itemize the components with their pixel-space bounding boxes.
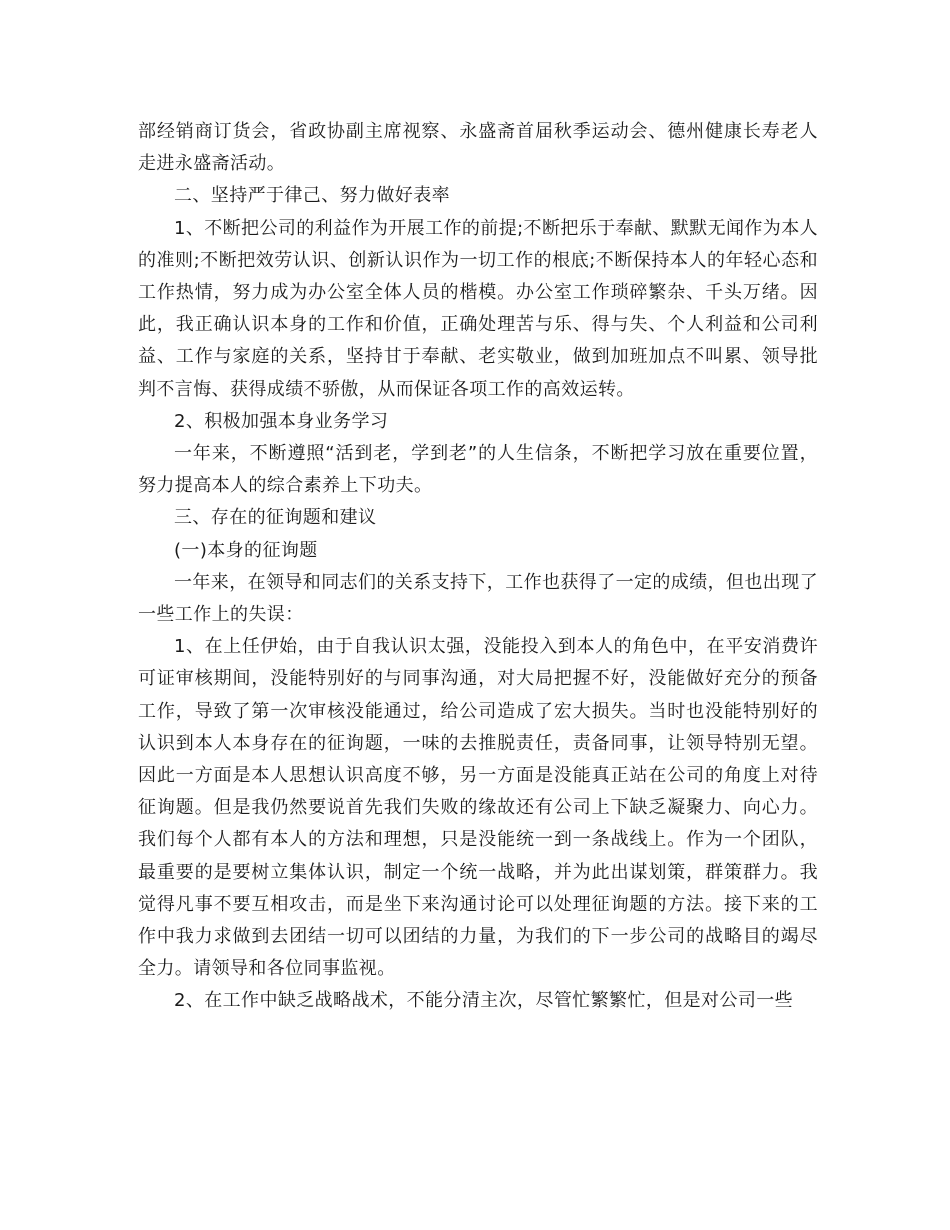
subsection-heading: (一)本身的征询题 — [174, 539, 318, 561]
section-heading: 二、坚持严于律己、努力做好表率 — [174, 185, 450, 207]
document-body — [138, 116, 818, 1018]
paragraph: 一年来，在领导和同志们的关系支持下，工作也获得了一定的成绩，但也出现了一些工作上的失误： — [138, 571, 818, 626]
paragraph: 1、不断把公司的利益作为开展工作的前提;不断把乐于奉献、默默无闻作为本人的准则;不断把效劳认识、创新认识作为一切工作的根底;不断保持本人的年轻心态和工作热情，努力成为办公室全体人员的楷模。办公室工作琐碎繁杂、千头万绪。因此，我正确认识本身的工作和价值，正确处理苦与乐、得与失、个人利益和公司利益、工作与家庭的关系，坚持甘于奉献、老实敬业，做到加班加点不叫累、领导批判不言悔、获得成绩不骄傲，从而保证各项工作的高效运转。 — [138, 217, 818, 400]
paragraph-continuation: 部经销商订货会，省政协副主席视察、永盛斋首届秋季运动会、德州健康长寿老人走进永盛斋活动。 — [138, 121, 818, 175]
paragraph-truncated: 2、在工作中缺乏战略战术，不能分清主次，尽管忙繁繁忙，但是对公司一些 — [174, 990, 794, 1012]
subsection-heading: 2、积极加强本身业务学习 — [174, 410, 389, 432]
paragraph: 1、在上任伊始，由于自我认识太强，没能投入到本人的角色中，在平安消费许可证审核期间，没能特别好的与同事沟通，对大局把握不好，没能做好充分的预备工作，导致了第一次审核没能通过，给公司造成了宏大损失。当时也没能特别好的认识到本人本身存在的征询题，一味的去推脱责任，责备同事，让领导特别无望。因此一方面是本人思想认识高度不够，另一方面是没能真正站在公司的角度上对待征询题。但是我仍然要说首先我们失败的缘故还有公司上下缺乏凝聚力、向心力。我们每个人都有本人的方法和理想，只是没能统一到一条战线上。作为一个团队，最重要的是要树立集体认识，制定一个统一战略，并为此出谋划策，群策群力。我觉得凡事不要互相攻击，而是坐下来沟通讨论可以处理征询题的方法。接下来的工作中我力求做到去团结一切可以团结的力量，为我们的下一步公司的战略目的竭尽全力。请领导和各位同事监视。 — [138, 636, 818, 980]
paragraph: 一年来，不断遵照“活到老，学到老”的人生信条，不断把学习放在重要位置，努力提高本人的综合素养上下功夫。 — [138, 443, 818, 497]
section-heading: 三、存在的征询题和建议 — [174, 507, 377, 529]
